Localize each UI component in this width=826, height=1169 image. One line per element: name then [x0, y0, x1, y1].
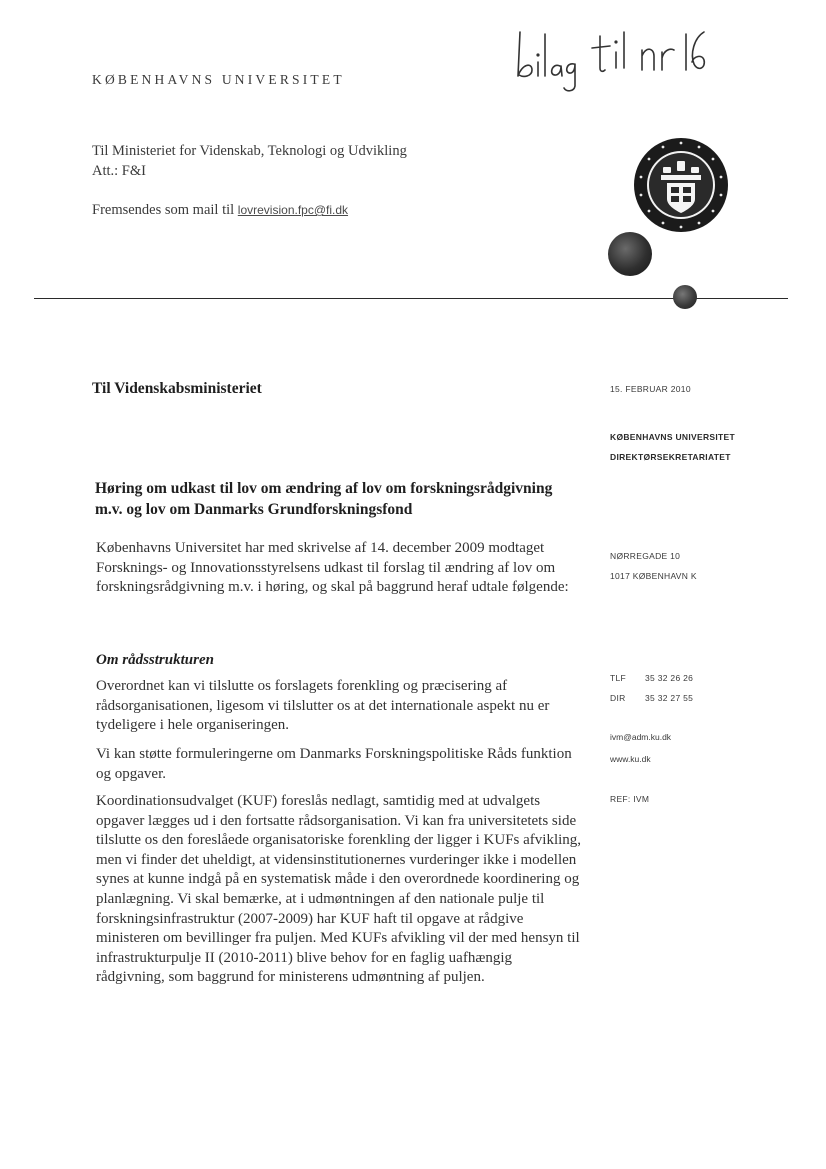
body-paragraph-3: Koordinationsudvalget (KUF) foreslås nedlagt, samtidig med at udvalgets opgaver lægges ud i den fortsatte rådsorganisation. Vi kan fra universitetets side tilslutte os den foreslåede organisatoriske forenkling der ligger i KUFs afvikling, men vi finder det uheldigt, at vidensinstitutionernes vurderinger ikke i modellen synes at kunne indgå på en systematisk måde i den overordnede koordinering og planlægning. Vi skal bemærke, at i udmøntningen af den nationale pulje til forskningsinfrastruktur (2007-2009) har KUF haft til opgave at rådgive ministeren om bevillinger fra puljen. Med KUFs afvikling vil der med hensyn til infrastrukturpulje II (2010-2011) blive behov for en faglig uafhængig rådgivning, som baggrund for ministerens udmøntning af puljen.: [96, 793, 582, 986]
sidebar-reference: REF: IVM: [610, 794, 650, 804]
body-paragraph-1: Overordnet kan vi tilslutte os forslagets forenkling og præcisering af rådsorganisationen, ligesom vi tilslutter os at det internationale aspekt nu er tydeligere i hele organiseringen.: [96, 678, 550, 734]
recipient-line-2: Att.: F&I: [92, 163, 146, 179]
section-title: Om rådsstrukturen: [96, 652, 214, 668]
intro-paragraph: Københavns Universitet har med skrivelse af 14. december 2009 modtaget Forsknings- og Innovationsstyrelsens udkast til forslag til ændring af lov om forskningsrådgivning m.v. i høring, og skal på baggrund heraf udtale følgende:: [96, 540, 569, 596]
body-paragraph-2: Vi kan støtte formuleringerne om Danmarks Forskningspolitiske Råds funktion og opgaver.: [96, 746, 572, 782]
sidebar-university: KØBENHAVNS UNIVERSITET: [610, 432, 735, 442]
sidebar-city: 1017 KØBENHAVN K: [610, 571, 697, 581]
send-prefix: Fremsendes som mail til: [92, 202, 238, 218]
addressee-title: Til Videnskabsministeriet: [92, 380, 262, 397]
decorative-dot-small: [673, 285, 697, 309]
send-email-link[interactable]: lovrevision.fpc@fi.dk: [237, 203, 349, 217]
sidebar-email[interactable]: ivm@adm.ku.dk: [610, 732, 672, 742]
handwritten-note: [508, 24, 708, 94]
letter-subject: Høring om udkast til lov om ændring af lov om forskningsrådgivning m.v. og lov om Danmarks Grundforskningsfond: [95, 480, 553, 518]
university-seal-logo: [633, 137, 729, 233]
sidebar-direct-phone: 35 32 27 55: [645, 693, 694, 703]
recipient-line-1: Til Ministeriet for Videnskab, Teknologi og Udvikling: [92, 143, 407, 159]
letter-date: 15. FEBRUAR 2010: [610, 384, 691, 394]
sidebar-street: NØRREGADE 10: [610, 551, 681, 561]
sidebar-direct-label: DIR: [610, 693, 626, 703]
sidebar-department: DIREKTØRSEKRETARIATET: [610, 452, 731, 462]
send-line: [92, 202, 348, 219]
sidebar-phone: 35 32 26 26: [645, 673, 694, 683]
sidebar-phone-label: TLF: [610, 673, 627, 683]
decorative-dot-large: [608, 232, 652, 276]
recipient-block: [92, 141, 407, 181]
sidebar-website[interactable]: www.ku.dk: [610, 754, 651, 764]
university-name: KØBENHAVNS UNIVERSITET: [92, 72, 345, 87]
